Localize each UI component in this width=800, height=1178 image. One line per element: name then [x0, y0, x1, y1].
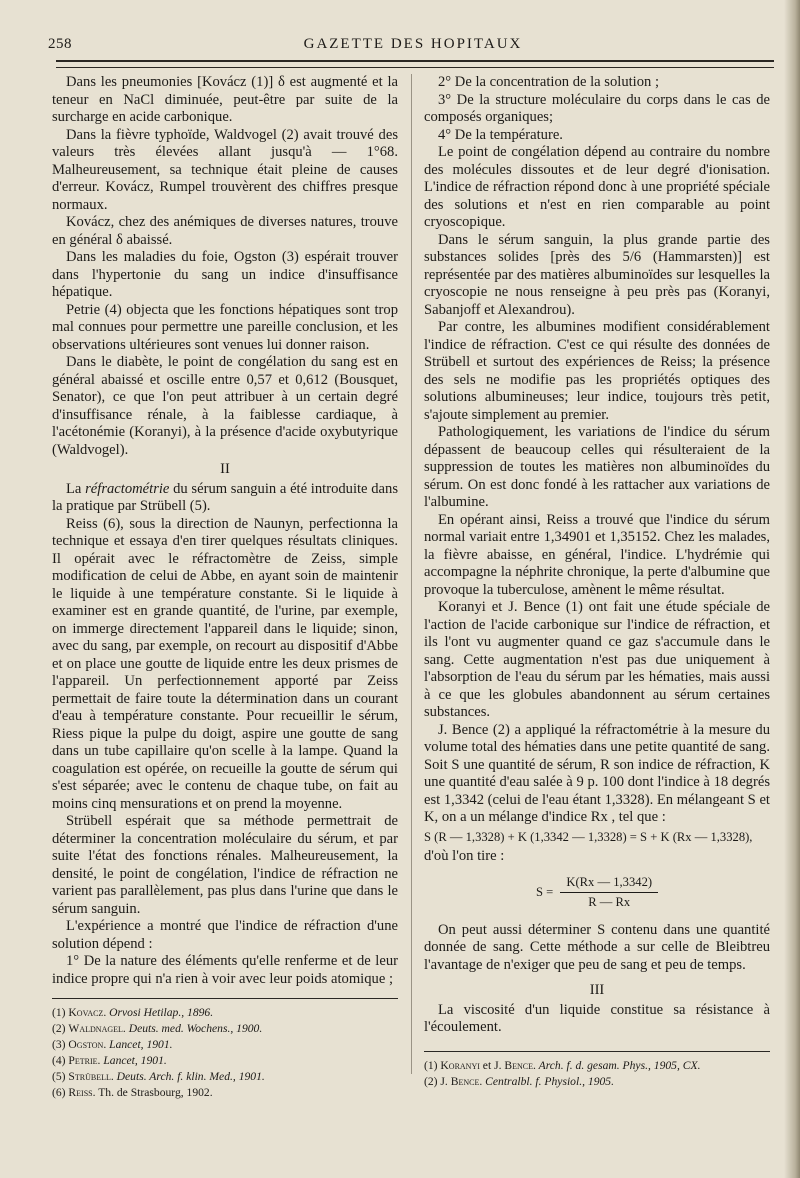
paragraph: La viscosité d'un liquide constitue sa résistance à l'écoulement. [424, 1001, 770, 1035]
fraction-label: S = [535, 884, 554, 899]
fn-author: Bence. [504, 1058, 536, 1072]
paragraph: On peut aussi déterminer S contenu dans une quantité donnée de sang. Cette méthode a sur celle de Bleibtreu l'avantage de n'exiger que peu de sang et peu de temps. [424, 921, 770, 973]
paragraph: Kovácz, chez des anémiques de diverses natures, trouve en général δ abaissé. [52, 214, 398, 248]
running-title: GAZETTE DES HOPITAUX [303, 36, 523, 52]
paragraph: 2° De la concentration de la solution ; [438, 74, 660, 90]
fn-num: (2) J. [424, 1074, 451, 1088]
footnote [52, 1053, 398, 1069]
paragraph: Dans le diabète, le point de congélation du sang est en général abaissé et oscille entre 0,57 et 0,612 (Bousquet, Senator), ce que l'on peut attribuer à un certain degré d'insuffisance rénale, à la faiblesse cardiaque, à l'acétonémie (Koranyi), à la présence d'acide oxybutyrique (Waldvogel). [52, 354, 398, 458]
fn-author: Ogston. [68, 1038, 107, 1051]
column-separator [411, 74, 412, 1074]
footnote [424, 1058, 770, 1074]
fraction-formula [424, 874, 770, 912]
paragraph: Strübell espérait que sa méthode permettrait de déterminer la concentration moléculaire du sérum, et par suite l'état des fonctions rénales. Malheureusement, la densité, le point de congélation, l'indice de réfraction ne varient pas parallèlement, pas plus dans l'urine que dans le sérum sanguin. [52, 813, 398, 917]
paragraph: Pathologiquement, les variations de l'indice du sérum dépassent de beaucoup celles qui résulteraient de la suppression de toutes les matières non albuminoïdes du sérum. On est donc fondé à les rattacher aux variations de l'albumine. [424, 424, 770, 510]
footnote [52, 1005, 398, 1021]
paragraph: Le point de congélation dépend au contraire du nombre des molécules dissoutes et de leur degré d'ionisation. L'indice de réfraction répond donc à une propriété spéciale des solutions et n'est en rien comparable au point cryoscopique. [424, 144, 770, 230]
paragraph: Par contre, les albumines modifient considérablement l'indice de réfraction. C'est ce qui résulte des données de Strübell et surtout des expériences de Reiss; la présence des sels ne modifie pas les propriétés optiques des solutions albumineuses; leur indice, toujours très petit, s'ajoute simplement au premier. [424, 319, 770, 423]
fn-author: Strübell. [68, 1070, 114, 1083]
fn-num: (5) [52, 1070, 69, 1083]
fn-ref: Centralbl. f. Physiol., 1905. [482, 1074, 614, 1088]
footnote-rule [424, 1051, 770, 1052]
fn-author: Kovacz. [68, 1006, 107, 1019]
text-run: La [66, 480, 86, 497]
footnotes-right [424, 1058, 770, 1090]
page-header [48, 36, 778, 58]
footnote [52, 1069, 398, 1085]
fn-ref: Th. de Strasbourg, 1902. [95, 1086, 213, 1099]
fn-ref: Lancet, 1901. [100, 1054, 167, 1067]
fn-ref: Arch. f. d. gesam. Phys., 1905, CX. [535, 1058, 701, 1072]
fn-ref: Deuts. Arch. f. klin. Med., 1901. [113, 1070, 265, 1083]
paragraph: En opérant ainsi, Reiss a trouvé que l'indice du sérum normal variait entre 1,34901 et 1,35152. Chez les malades, la fièvre abaisse, en général, l'indice. L'hydrémie qui accompagne la néphrite chronique, la perte d'albumine que provoque la tuberculose, amènent le même résultat. [424, 511, 770, 598]
fn-num: (1) [52, 1006, 69, 1019]
fn-ref: Orvosi Hetilap., 1896. [106, 1006, 214, 1019]
section-heading-iii: III [589, 982, 605, 998]
fn-num: (1) [424, 1058, 441, 1072]
footnote [52, 1037, 398, 1053]
fn-author: Bence. [450, 1074, 483, 1088]
fn-mid: et J. [479, 1058, 505, 1072]
fn-ref: Deuts. med. Wochens., 1900. [125, 1022, 263, 1035]
fn-author: Koranyi [440, 1058, 480, 1072]
emphasis: réfractométrie [85, 480, 170, 497]
page-number: 258 [48, 36, 72, 52]
left-column [52, 74, 398, 1101]
paragraph: Dans la fièvre typhoïde, Waldvogel (2) avait trouvé des valeurs très élevées allant jusqu'à — 1°68. Malheureusement, sa technique était pleine de causes d'erreur. Kovácz, Rumpel trouvèrent des chiffres presque normaux. [52, 126, 398, 213]
paragraph: 3° De la structure moléculaire du corps dans le cas de composés organiques; [424, 91, 770, 125]
fraction-denominator: R — Rx [588, 895, 631, 909]
paragraph: J. Bence (2) a appliqué la réfractométrie à la mesure du volume total des hématies dans une petite quantité de sang. Soit S une quantité de sérum, R son indice de réfraction, K une quantité d'eau salée à 9 p. 100 dont l'indice à 18 degrés est 1,3342 (celui de l'eau étant 1,3328). En mélangeant S et K, on a un mélange d'indice Rx , tel que : [424, 721, 770, 825]
footnote [424, 1074, 770, 1090]
formula-line: S (R — 1,3328) + K (1,3342 — 1,3328) = S + K (Rx — 1,3328), [424, 829, 753, 844]
paragraph: Koranyi et J. Bence (1) ont fait une étude spéciale de l'action de l'acide carbonique sur l'indice de réfraction, et ils l'ont vu augmenter quand ce gaz s'accumule dans le sang. Cette augmentation n'est pas due uniquement à l'absorption de l'eau du sérum par les hématies, mais aussi à ce que les globules abandonnent au sérum certaines substances. [424, 599, 770, 720]
paragraph: Reiss (6), sous la direction de Naunyn, perfectionna la technique et essaya d'en tirer quelques résultats cliniques. Il opérait avec le réfractomètre de Zeiss, simple modification de celui de Abbe, en ayant soin de maintenir le liquide à une température constante. Si le liquide à examiner est en grande quantité, de l'urine, par exemple, on immerge directement l'appareil dans le liquide; sinon, avec du sang, par exemple, on recourt au dispositif d'Abbe et on place une goutte de liquide entre les deux prismes de l'appareil. Un perfectionnement apporté par Zeiss permettait de faire toute la détermination dans un courant d'eau à température constante. Pour recueillir le sérum, Riess pique la pulpe du doigt, aspire une goutte de sang dans un tube capillaire qu'on scelle à la lampe. Quand la coagulation est opérée, on recueille la goutte de sérum qui s'est séparée; avec le contenu de chaque tube, on fait au moins cinq mensurations et on prend la moyenne. [52, 515, 398, 812]
fn-author: Petrie. [68, 1054, 101, 1067]
paragraph: Dans les maladies du foie, Ogston (3) espérait trouver dans l'hypertonie du sang un indice d'insuffisance hépatique. [52, 249, 398, 300]
fn-num: (2) [52, 1022, 69, 1035]
fraction [560, 874, 658, 912]
paragraph: Petrie (4) objecta que les fonctions hépatiques sont trop mal connues pour permettre une pareille conclusion, et les observations ultérieures sont venues lui donner raison. [52, 301, 398, 353]
fn-num: (3) [52, 1038, 69, 1051]
page-edge-shadow [784, 0, 800, 1178]
fn-ref: Lancet, 1901. [106, 1038, 173, 1051]
text-run: du sérum sanguin a été introduite dans la pratique par Strübell (5). [52, 480, 398, 514]
paragraph: 4° De la température. [438, 126, 563, 143]
footnote-rule [52, 998, 398, 999]
fraction-numerator: K(Rx — 1,3342) [560, 874, 658, 894]
header-rule [56, 60, 774, 68]
fn-author: Waldnagel. [68, 1022, 126, 1035]
fn-author: Reiss. [68, 1086, 96, 1099]
fn-num: (4) [52, 1054, 69, 1067]
right-column [424, 74, 770, 1090]
paragraph: Dans les pneumonies [Kovácz (1)] δ est augmenté et la teneur en NaCl diminuée, peut-être par suite de la surcharge en acide carbonique. [52, 74, 398, 125]
paragraph: 1° De la nature des éléments qu'elle renferme et de leur indice propre qui n'a rien à voir avec leur poids atomique ; [52, 953, 398, 987]
footnote [52, 1085, 398, 1101]
paragraph: Dans le sérum sanguin, la plus grande partie des substances solides [près des 5/6 (Hammarsten)] est représentée par des matières albuminoïdes sur lesquelles la cryoscopie ne nous renseigne à peu près pas (Koranyi, Sabanjoff et Alexandrou). [424, 231, 770, 318]
footnote [52, 1021, 398, 1037]
paragraph: L'expérience a montré que l'indice de réfraction d'une solution dépend : [52, 918, 398, 952]
section-heading-ii: II [220, 461, 230, 477]
fn-num: (6) [52, 1086, 69, 1099]
footnotes-left [52, 1005, 398, 1101]
formula-intro: d'où l'on tire : [424, 848, 505, 864]
paragraph-refractometrie [52, 481, 398, 516]
